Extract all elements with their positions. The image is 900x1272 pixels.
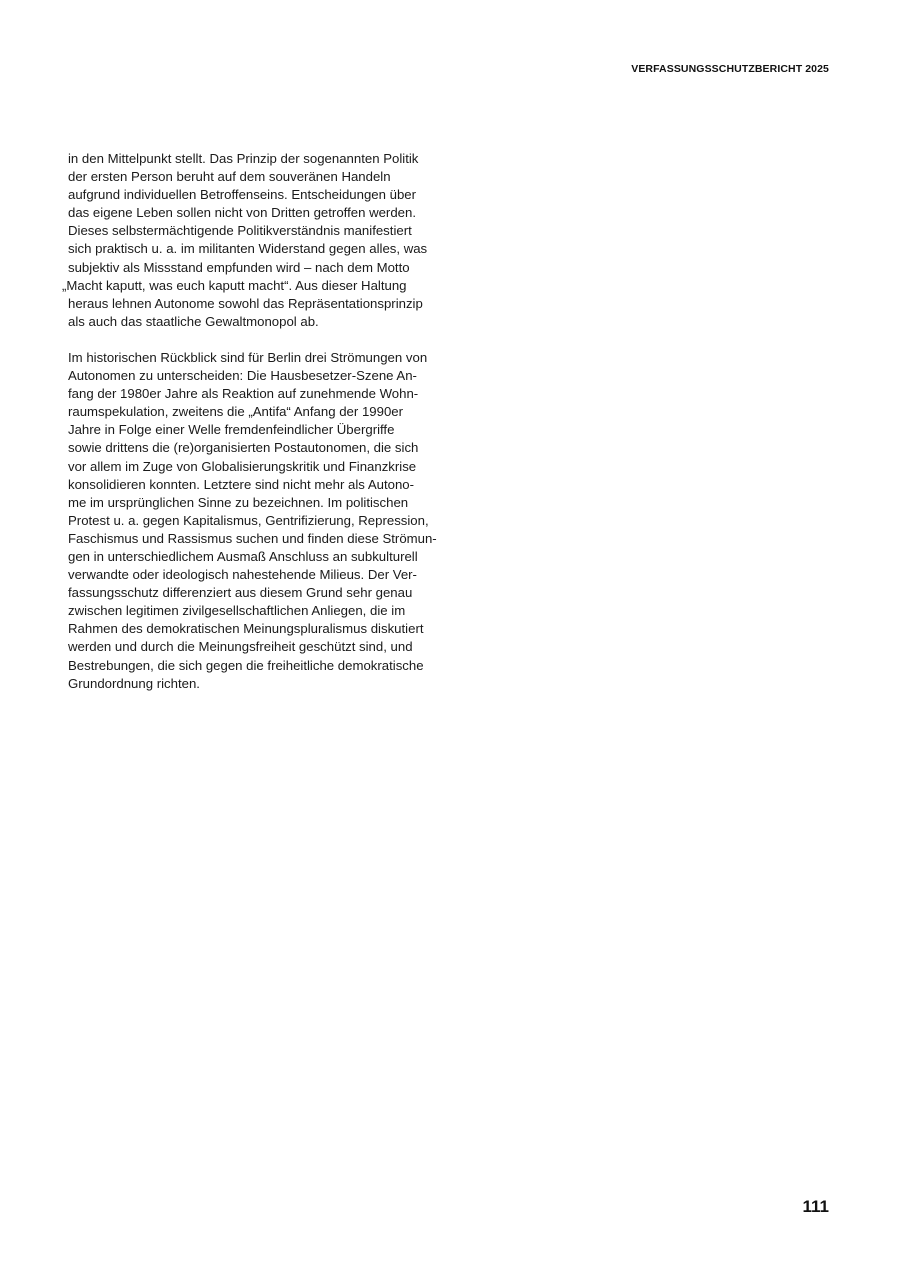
text-line: konsolidieren konnten. Letztere sind nicht mehr als Autono- <box>68 476 415 492</box>
text-line: raumspekulation, zweitens die „Antifa“ Anfang der 1990er <box>68 404 404 420</box>
text-line: werden und durch die Meinungsfreiheit geschützt sind, und <box>68 639 413 655</box>
text-line: subjektiv als Missstand empfunden wird – nach dem Motto <box>68 259 410 275</box>
running-header: VERFASSUNGSSCHUTZBERICHT 2025 <box>631 63 829 75</box>
text-line: Grundordnung richten. <box>68 675 200 691</box>
paragraph-1 <box>62 150 448 331</box>
paragraph-2 <box>68 349 448 693</box>
page-number: 111 <box>802 1197 829 1216</box>
text-line: Im historischen Rückblick sind für Berlin drei Strömungen von <box>68 349 428 365</box>
text-line: der ersten Person beruht auf dem souveränen Handeln <box>68 169 391 185</box>
text-line: zwischen legitimen zivilgesellschaftlichen Anliegen, die im <box>68 603 406 619</box>
text-line: als auch das staatliche Gewaltmonopol ab. <box>68 313 319 329</box>
text-line: Dieses selbstermächtigende Politikverständnis manifestiert <box>68 223 412 239</box>
text-line: Rahmen des demokratischen Meinungspluralismus diskutiert <box>68 621 424 637</box>
text-line: me im ursprünglichen Sinne zu bezeichnen. Im politischen <box>68 494 409 510</box>
text-line: sich praktisch u. a. im militanten Widerstand gegen alles, was <box>68 241 428 257</box>
text-line: „Macht kaputt, was euch kaputt macht“. Aus dieser Haltung <box>62 277 407 293</box>
text-line: in den Mittelpunkt stellt. Das Prinzip der sogenannten Politik <box>68 151 419 166</box>
text-line: das eigene Leben sollen nicht von Dritten getroffen werden. <box>68 205 416 221</box>
text-line: Protest u. a. gegen Kapitalismus, Gentrifizierung, Repression, <box>68 512 429 528</box>
text-line: Bestrebungen, die sich gegen die freiheitliche demokratische <box>68 657 424 673</box>
text-line: verwandte oder ideologisch nahestehende Milieus. Der Ver- <box>68 567 417 583</box>
text-line: fang der 1980er Jahre als Reaktion auf zunehmende Wohn- <box>68 386 419 402</box>
text-line: heraus lehnen Autonome sowohl das Repräsentationsprinzip <box>68 295 423 311</box>
text-line: vor allem im Zuge von Globalisierungskritik und Finanzkrise <box>68 458 417 474</box>
text-line: Faschismus und Rassismus suchen und finden diese Strömun- <box>68 530 437 546</box>
text-line: sowie drittens die (re)organisierten Postautonomen, die sich <box>68 440 419 456</box>
text-line: gen in unterschiedlichem Ausmaß Anschluss an subkulturell <box>68 548 418 564</box>
text-line: Autonomen zu unterscheiden: Die Hausbesetzer-Szene An- <box>68 368 417 384</box>
text-line: aufgrund individuellen Betroffenseins. Entscheidungen über <box>68 187 417 203</box>
text-line: Jahre in Folge einer Welle fremdenfeindlicher Übergriffe <box>68 422 395 438</box>
text-line: fassungsschutz differenziert aus diesem Grund sehr genau <box>68 585 413 601</box>
body-text <box>62 150 448 693</box>
